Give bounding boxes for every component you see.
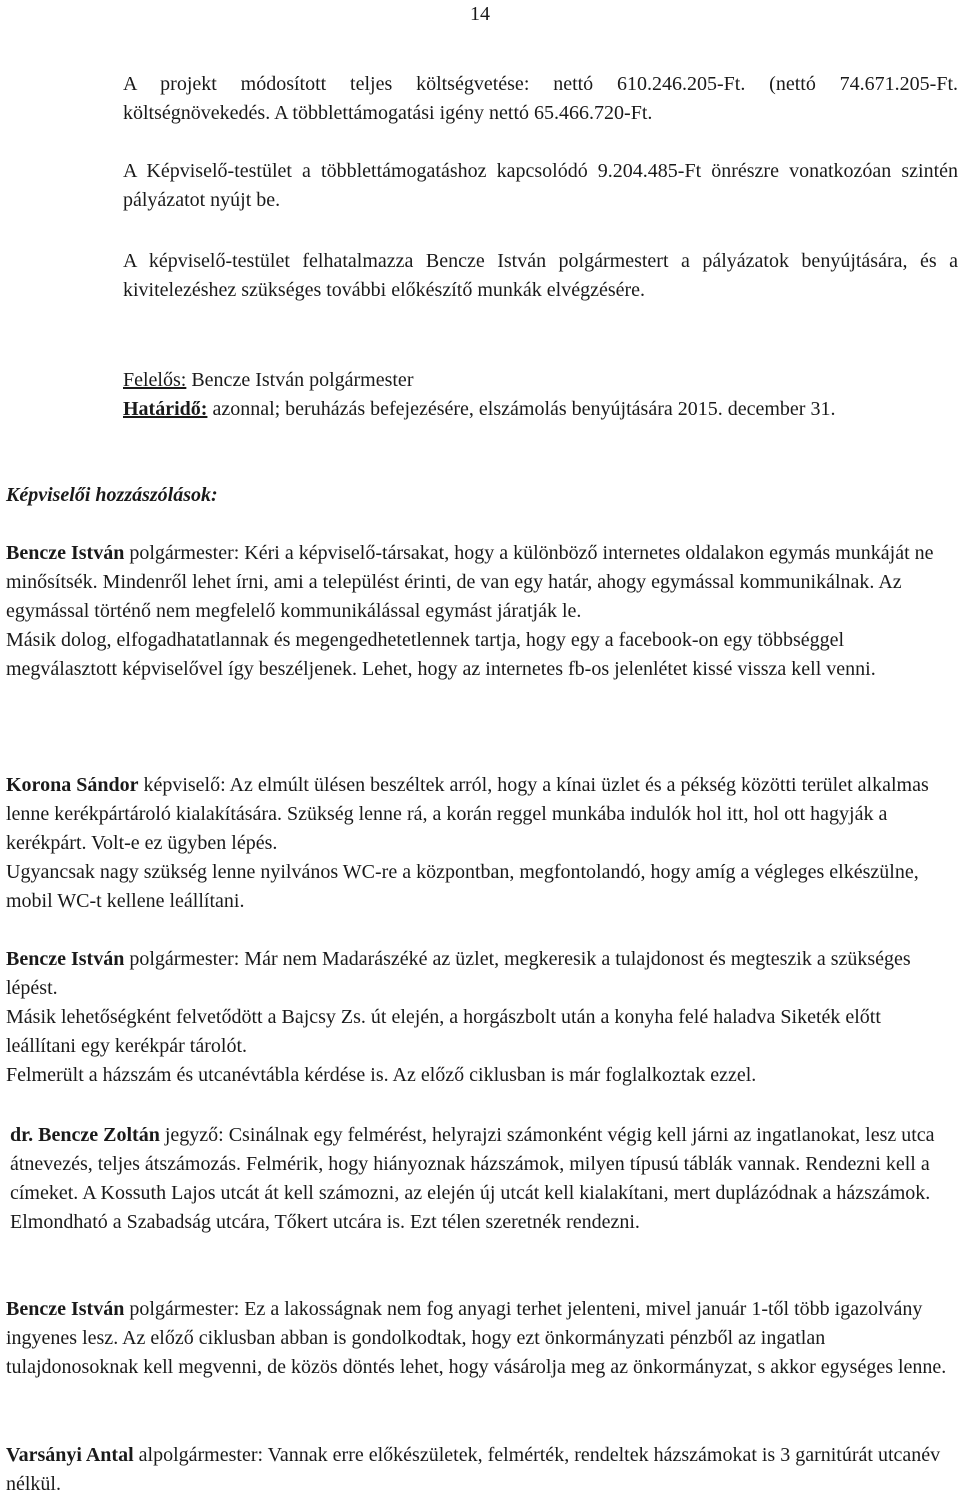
- responsible-line: [123, 366, 958, 395]
- comment-speaker: Varsányi Antal: [6, 1444, 134, 1466]
- resolution-paragraph-own-contribution: A Képviselő-testület a többlettámogatáshoz kapcsolódó 9.204.485-Ft önrészre vonatkozóan szintén pályázatot nyújt be.: [123, 160, 958, 211]
- deadline-line: [123, 395, 958, 424]
- resolution-paragraph-budget: A projekt módosított teljes költségvetése: nettó 610.246.205-Ft. (nettó 74.671.205-Ft. költségnövekedés. A többlettámogatási igény nettó 65.466.720-Ft.: [123, 73, 958, 124]
- comment-text: polgármester: Már nem Madarászéké az üzlet, megkeresik a tulajdonost és megteszik a szükséges lépést.: [6, 948, 911, 999]
- page-number: 14: [470, 3, 490, 25]
- comment-continuation: Felmerült a házszám és utcanévtábla kérdése is. Az előző ciklusban is már foglalkoztak ezzel.: [6, 1064, 757, 1086]
- comment-1: [6, 539, 954, 684]
- resolution-paragraph-authorization: A képviselő-testület felhatalmazza Bencze István polgármestert a pályázatok benyújtására, és a kivitelezéshez szükséges további előkészítő munkák elvégzésére.: [123, 250, 958, 301]
- comment-4: [6, 1121, 954, 1237]
- comment-text: képviselő: Az elmúlt ülésen beszéltek arról, hogy a kínai üzlet és a pékség közötti terület alkalmas lenne kerékpártároló kialakítására. Szükség lenne rá, a korán reggel munkába indulók hol itt, hol ott hagyják a kerékpárt. Volt-e ez ügyben lépés.: [6, 774, 929, 854]
- comment-5: [6, 1295, 954, 1382]
- comment-speaker: dr. Bencze Zoltán: [10, 1124, 160, 1146]
- comment-2: [6, 771, 954, 916]
- comment-text: alpolgármester: Vannak erre előkészületek, felmérték, rendeltek házszámokat is 3 garnitúrát utcanév nélkül.: [6, 1444, 941, 1495]
- comment-speaker: Korona Sándor: [6, 774, 139, 796]
- comment-6: [6, 1441, 954, 1499]
- deadline-value: azonnal; beruházás befejezésére, elszámolás benyújtására 2015. december 31.: [207, 398, 836, 420]
- deadline-label: Határidő:: [123, 398, 208, 420]
- comment-speaker: Bencze István: [6, 1298, 125, 1320]
- comment-3: [6, 945, 954, 1090]
- comment-text: polgármester: Ez a lakosságnak nem fog anyagi terhet jelenteni, mivel január 1-től több igazolvány ingyenes lesz. Az előző ciklusban abban is gondolkodtak, hogy ezt önkormányzati pénzből az ingatlan tulajdonosoknak kell megvenni, de közös döntés lehet, hogy vásárolja meg az önkormányzat, s akkor egységes lenne.: [6, 1298, 947, 1378]
- comment-speaker: Bencze István: [6, 948, 125, 970]
- resolution-responsibility: [123, 366, 958, 424]
- comment-continuation: Másik dolog, elfogadhatatlannak és megengedhetetlennek tartja, hogy egy a facebook-on egy többséggel megválasztott képviselővel így beszéljenek. Lehet, hogy az internetes fb-os jelenlétet kissé vissza kell venni.: [6, 629, 876, 680]
- comment-speaker: Bencze István: [6, 542, 125, 564]
- comment-continuation: Másik lehetőségként felvetődött a Bajcsy Zs. út elején, a horgászbolt után a konyha felé haladva Siketék előtt leállítani egy kerékpár tárolót.: [6, 1006, 881, 1057]
- comment-text: polgármester: Kéri a képviselő-társakat, hogy a különböző internetes oldalakon egymás munkáját ne minősítsék. Mindenről lehet írni, ami a települést érinti, de van egy határ, ahogy egymással kommunikálnak. Az egymással történő nem megfelelő kommunikálással egymást járatják le.: [6, 542, 934, 622]
- comment-continuation: Ugyancsak nagy szükség lenne nyilvános WC-re a központban, megfontolandó, hogy amíg a végleges elkészülne, mobil WC-t kellene leállítani.: [6, 861, 919, 912]
- comment-text: jegyző: Csinálnak egy felmérést, helyrajzi számonként végig kell járni az ingatlanokat, lesz utca átnevezés, teljes átszámozás. Felmérik, hogy hiányoznak házszámok, milyen típusú táblák vannak. Rendezni kell a címeket. A Kossuth Lajos utcát át kell számozni, az elején új utcát kell kialakítani, mert duplázódnak a házszámok. Elmondható a Szabadság utcára, Tőkert utcára is. Ezt télen szeretnék rendezni.: [10, 1124, 935, 1233]
- section-heading-comments: Képviselői hozzászólások:: [6, 484, 218, 506]
- responsible-label: Felelős:: [123, 369, 187, 391]
- responsible-value: Bencze István polgármester: [186, 369, 414, 391]
